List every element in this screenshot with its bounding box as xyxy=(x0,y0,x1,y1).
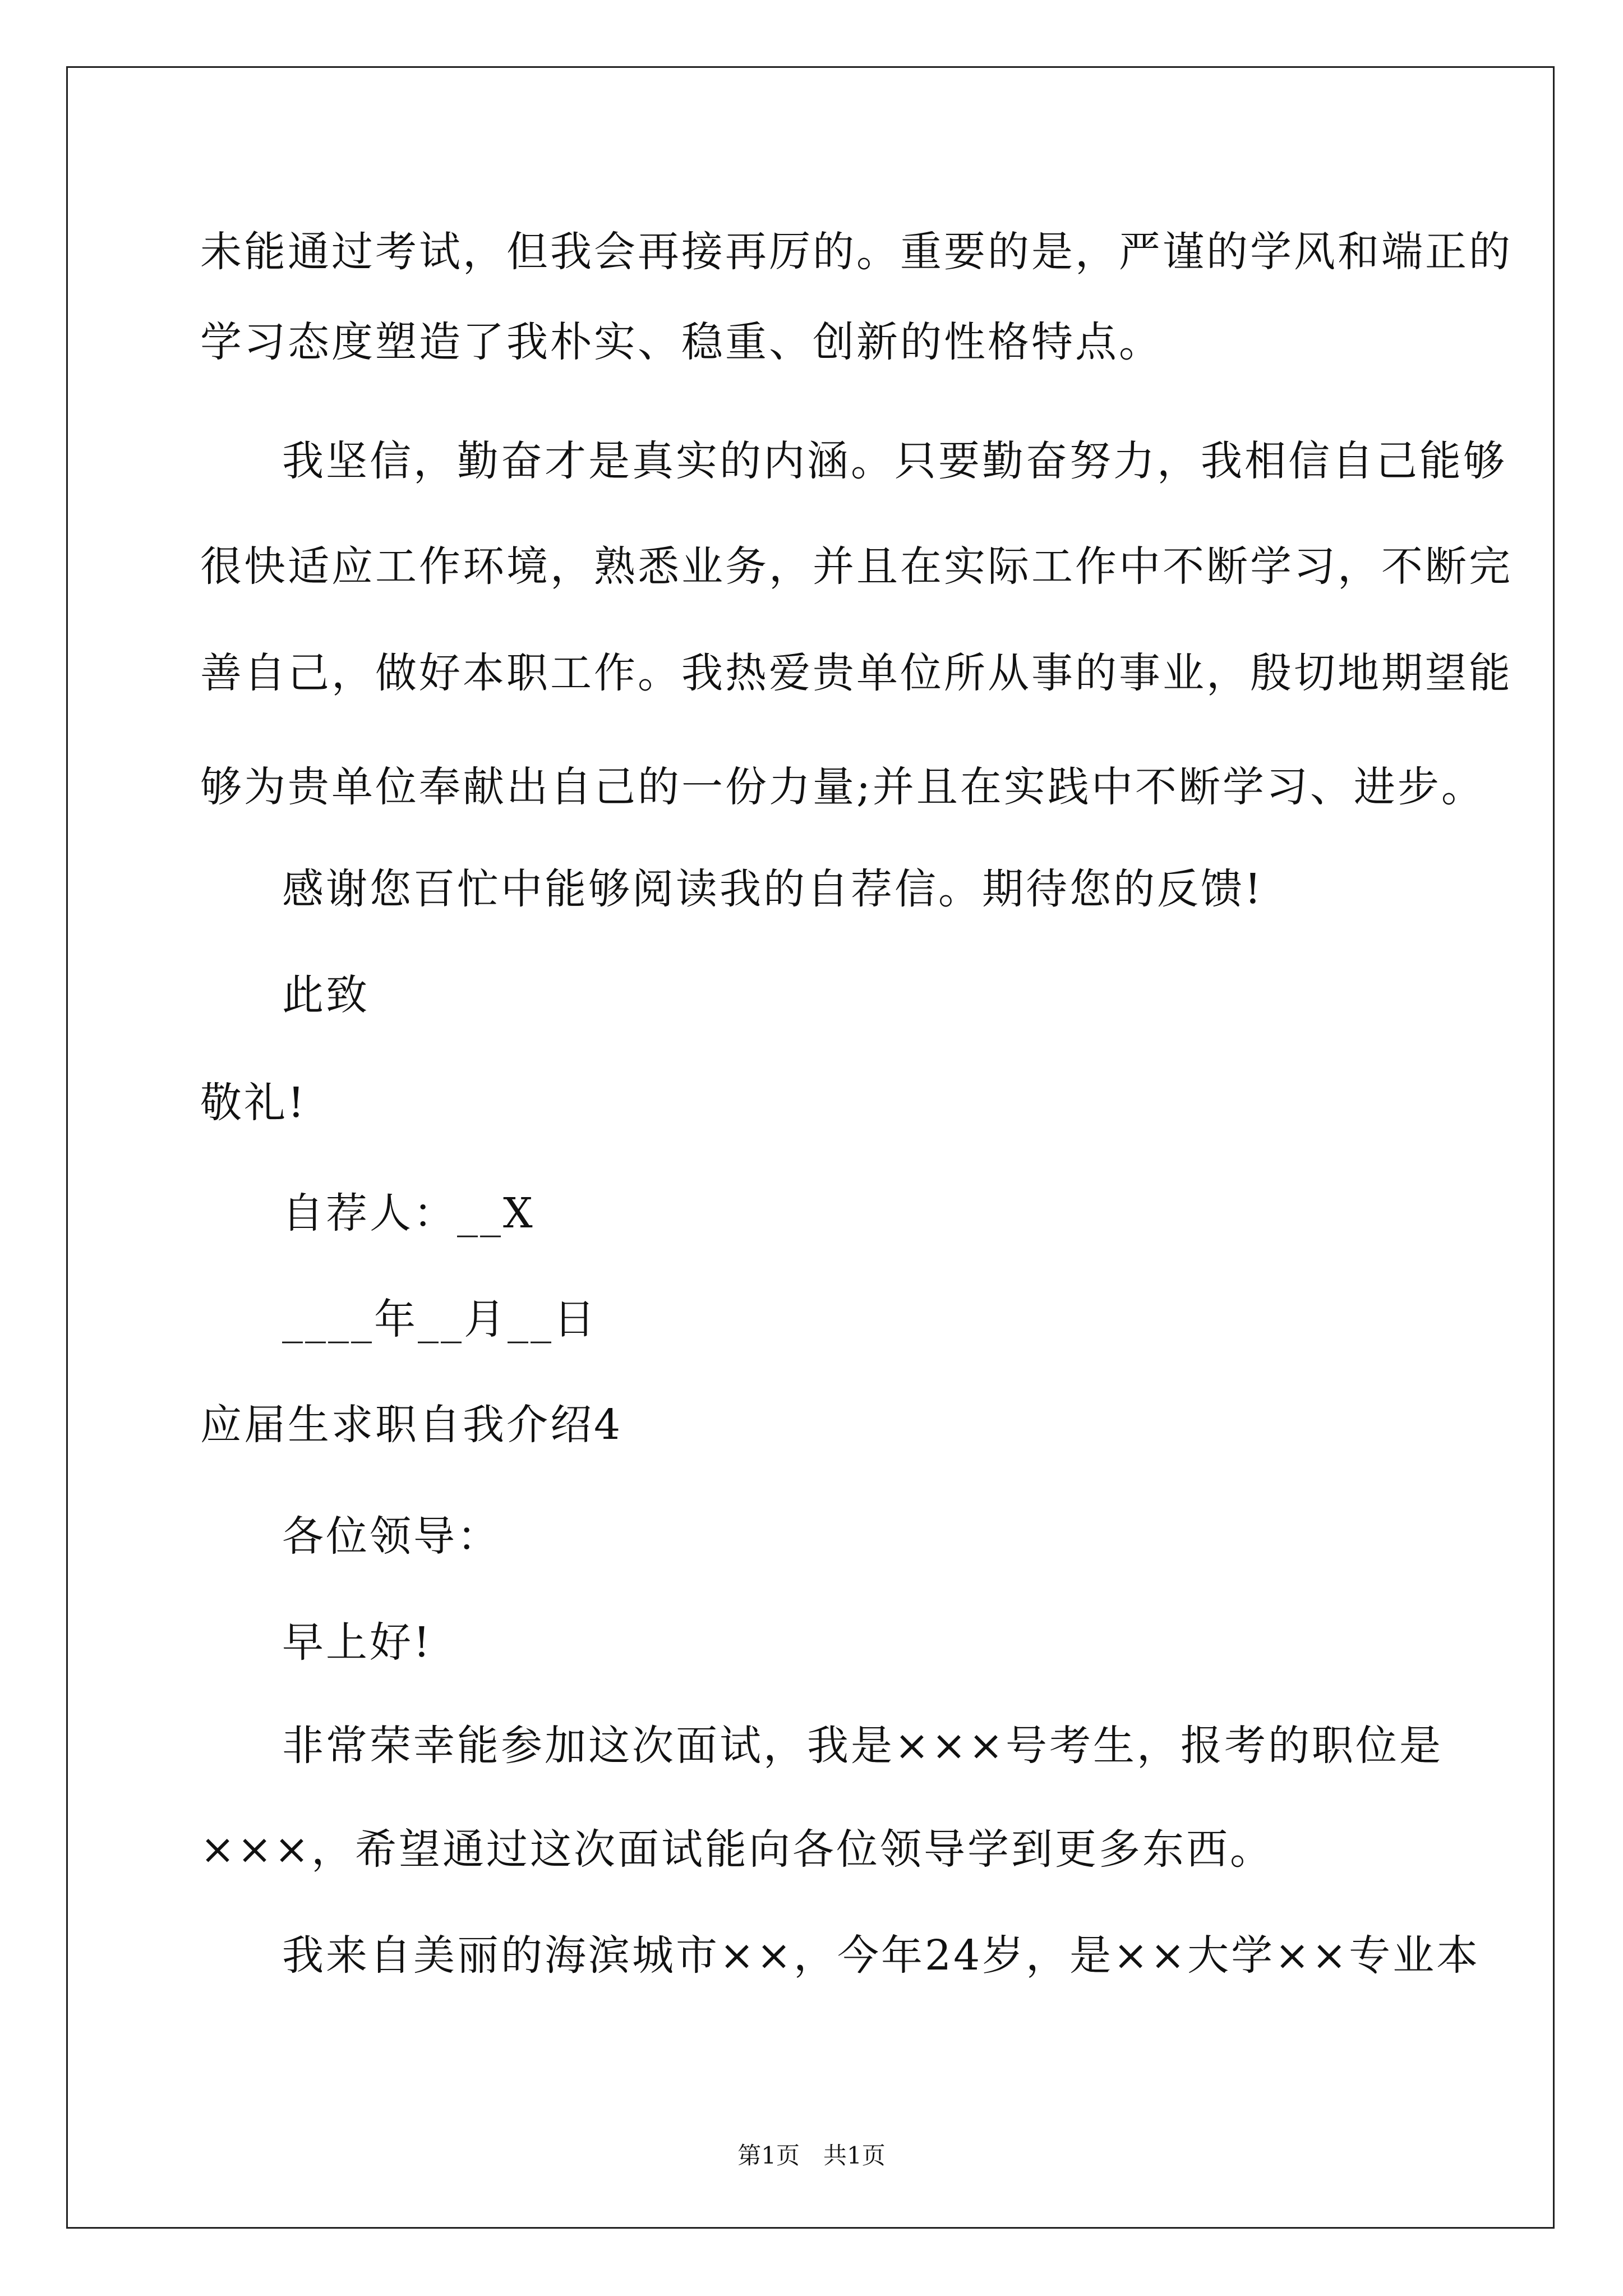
date-line: ____年__月__日 xyxy=(282,1295,597,1343)
signature-line: 自荐人：__X xyxy=(282,1189,535,1237)
salutation-regards: 敬礼! xyxy=(200,1079,307,1127)
section-title: 应届生求职自我介绍4 xyxy=(200,1401,623,1449)
paragraph-line: 未能通过考试，但我会再接再厉的。重要的是，严谨的学风和端正的 xyxy=(200,228,1513,276)
salutation-closing: 此致 xyxy=(282,971,370,1019)
paragraph-line: 感谢您百忙中能够阅读我的自荐信。期待您的反馈! xyxy=(282,865,1264,913)
paragraph-line: 学习态度塑造了我朴实、稳重、创新的性格特点。 xyxy=(200,318,1163,366)
paragraph-line: ×××，希望通过这次面试能向各位领导学到更多东西。 xyxy=(200,1825,1274,1874)
paragraph-line: 我来自美丽的海滨城市××，今年24岁，是××大学××专业本 xyxy=(282,1931,1481,1980)
paragraph-line: 善自己，做好本职工作。我热爱贵单位所从事的事业，殷切地期望能 xyxy=(200,649,1513,697)
greeting-line: 各位领导： xyxy=(282,1512,501,1561)
page-number-footer: 第1页 共1页 xyxy=(737,2142,886,2169)
paragraph-line: 我坚信，勤奋才是真实的内涵。只要勤奋努力，我相信自己能够 xyxy=(282,437,1507,485)
greeting-line: 早上好! xyxy=(282,1618,432,1667)
paragraph-line: 很快适应工作环境，熟悉业务，并且在实际工作中不断学习，不断完 xyxy=(200,542,1513,591)
paragraph-line: 非常荣幸能参加这次面试，我是×××号考生，报考的职位是 xyxy=(282,1722,1444,1770)
page-border xyxy=(66,66,1555,2229)
paragraph-line: 够为贵单位奉献出自己的一份力量;并且在实践中不断学习、进步。 xyxy=(200,763,1485,811)
